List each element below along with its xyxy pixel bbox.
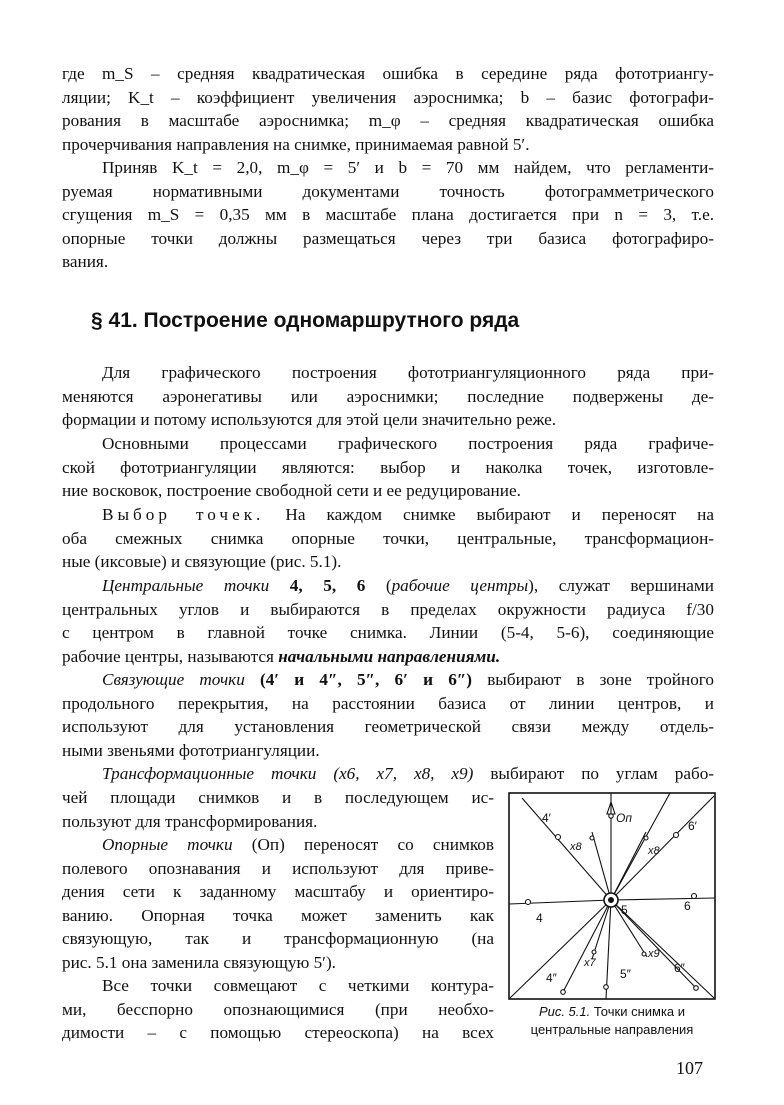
text-line: продольного перекрытия, на расстоянии базиса от линии центров, и [62,693,714,713]
text-fragment: служат вершинами [558,576,714,595]
label-6-prime: 6′ [688,819,697,833]
text-fragment: На каждом снимке выбирают и переносят на [285,505,714,524]
label-x8: x8 [648,845,660,857]
label-x6: x8 [570,841,582,853]
point-numbers: (4′ и 4″, 5″, 6′ и 6″) [259,670,472,689]
run-in-heading: Выбор точек. [102,505,265,524]
text-line: Основными процессами графического построения ряда графиче- [102,434,714,453]
text-line: с центром в главной точке снимка. Линии (5-4, 5-6), соединяющие [62,623,714,643]
text-line: где m_S – средняя квадратическая ошибка в середине ряда фототриангу- [62,64,714,83]
label-6-double-prime: 6″ [674,961,685,975]
text-line: оба смежных снимка опорные точки, центральные, трансформацион- [62,528,714,548]
text-fragment: выбирают по углам рабо- [490,764,715,783]
section-heading: § 41. Построение одномаршрутного ряда [91,309,520,332]
calculation-paragraph [62,156,714,274]
text-line: ные (иксовые) и связующие (рис. 5.1). [62,552,342,572]
label-5: 5 [621,903,628,917]
text-line: пользуют для трансформирования. [62,811,318,831]
text-line [62,503,714,527]
formula-explanation-paragraph [62,62,714,156]
label-4: 4 [536,911,543,925]
text-line: центральных углов и выбираются в пределах окружности радиуса f/30 [62,599,714,619]
text-line: Центральные точки 4, 5, 6 (рабочие центры), служат вершинами [102,576,714,595]
text-line: Все точки совмещают с четкими контура- [102,976,494,995]
all-points-paragraph [62,974,494,1045]
linking-points-paragraph [62,668,714,762]
label-4-prime: 4′ [542,811,551,825]
text-line [62,762,714,786]
text-line: сгущения m_S = 0,35 мм в масштабе плана достигается при n = 3, т.е. [62,205,714,225]
text-line: руемая нормативными документами точность фотограмметрического [62,181,714,201]
text-line: димости – с помощью стереоскопа) на всех [62,1023,494,1043]
label-x9: x9 [648,948,660,960]
text-line: ванию. Опорная точка может заменить как [62,905,494,925]
text-line: ской фототриангуляции являются: выбор и наколка точек, изготовле- [62,457,714,477]
text-line: дения сети к заданному масштабу и ориентиро- [62,882,494,902]
point-variables: (x6, x7, x8, x9) [333,764,474,783]
text-line: рис. 5.1 она заменила связующую 5′). [62,952,336,972]
figure-5-1-diagram [508,792,716,1000]
point-numbers: 4, 5, 6 [289,576,366,595]
point-selection-paragraph [62,503,714,574]
text-line: ние восковок, построение свободной сети и ее редуцирование. [62,481,521,501]
text-line: Для графического построения фототриангуляционного ряда при- [102,363,714,382]
text-line: формации и потому используются для этой цели значительно реже. [62,410,557,430]
text-line: опорные точки должны размещаться через три базиса фотографиро- [62,228,714,248]
central-points-paragraph [62,574,714,668]
intro-paragraph [62,361,714,432]
text-line [62,645,714,669]
term: Связующие точки [102,670,245,689]
text-line: связующую, так и трансформационную (на [62,929,494,949]
term: Трансформационные точки [102,764,317,783]
figure-caption [500,1003,724,1039]
text-line: полевого опознавания и используют для приве- [62,858,494,878]
label-op: Оп [616,811,632,825]
text-line: меняются аэронегативы или аэроснимки; последние подвержены де- [62,386,714,406]
term: рабочие центры [391,576,529,595]
text-fragment: выбирают в зоне тройного [487,670,715,689]
text-line: ными звеньями фототриангуляции. [62,740,320,760]
text-line: используют для установления геометрической связи между отдель- [62,717,714,737]
text-line: Приняв K_t = 2,0, m_φ = 5′ и b = 70 мм найдем, что регламенти- [102,158,714,177]
principal-point [604,893,618,907]
text-line: чей площади снимков и в последующем ис- [62,788,494,807]
text-fragment: (Оп) переносят со снимков [251,835,495,854]
term: Центральные точки [102,576,270,595]
label-4-double-prime: 4″ [546,971,557,985]
transform-points-paragraph-rest [62,786,494,833]
caption-text: Точки снимка и [593,1004,686,1019]
text-line: рования в масштабе аэроснимка; m_φ – средняя квадратическая ошибка [62,111,714,131]
text-line: ми, бесспорно опознающимися (при необхо- [62,999,494,1019]
term: Опорные точки [102,835,233,854]
text-fragment: рабочие центры, называются [62,646,274,666]
label-6: 6 [684,899,691,913]
transform-points-paragraph-start [62,762,714,786]
processes-paragraph [62,432,714,503]
caption-prefix: Рис. 5.1. [538,1004,591,1019]
label-5-double-prime: 5″ [620,967,631,981]
text-line [62,833,494,857]
control-points-paragraph [62,833,494,975]
text-line: ляции; K_t – коэффициент увеличения аэроснимка; b – базис фотографи- [62,87,714,107]
caption-text-line2: центральные направления [530,1022,694,1037]
text-line: вания. [62,252,109,272]
text-line: прочерчивания направления на снимке, принимаемая равной 5′. [62,134,530,154]
label-x7: x7 [584,957,596,969]
page-number: 107 [676,1058,703,1078]
term: начальными направлениями. [278,646,501,666]
text-line [62,668,714,692]
